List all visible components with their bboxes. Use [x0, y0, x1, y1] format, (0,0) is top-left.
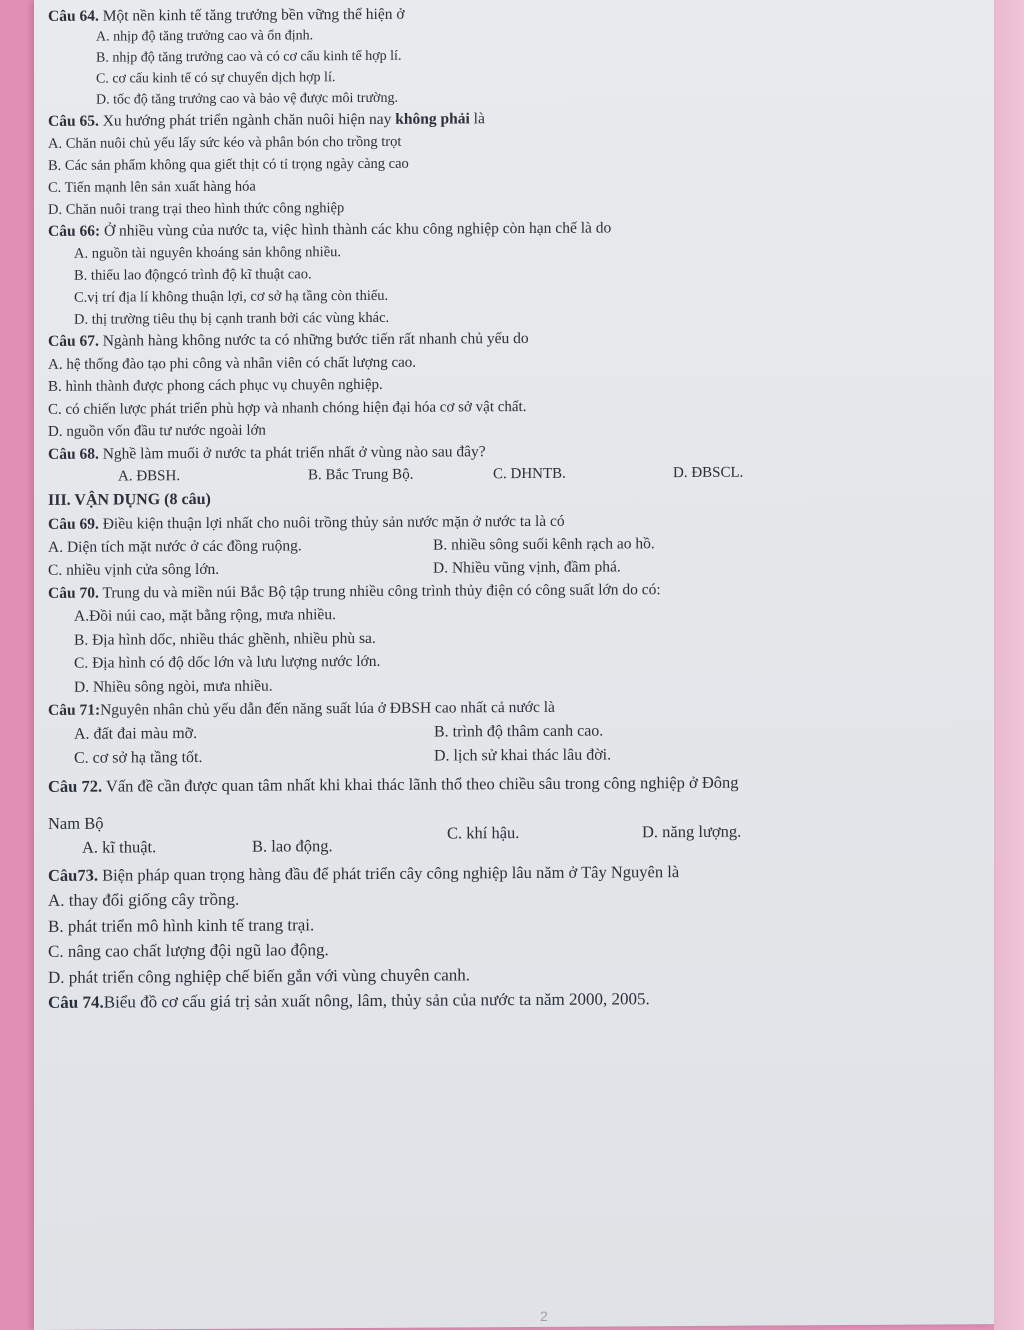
option-d: D. Nhiều vũng vịnh, đầm phá.	[433, 557, 621, 577]
option-c: C. cơ cấu kinh tế có sự chuyển dịch hợp lí.	[96, 70, 336, 87]
option-c: C. khí hậu.	[447, 823, 520, 843]
question-68	[48, 438, 978, 489]
option-a: A. Chăn nuôi chủ yếu lấy sức kéo và phân bón cho trồng trọt	[48, 133, 402, 152]
option-b: B. trình độ thâm canh cao.	[434, 722, 604, 741]
option-b: B. thiếu lao độngcó trình độ kĩ thuật cao.	[74, 266, 312, 284]
section-heading: III. VẬN DỤNG (8 câu)	[48, 490, 211, 509]
option-d: D. Chăn nuôi trang trại theo hình thức công nghiệp	[48, 200, 345, 218]
option-d: D. nguồn vốn đầu tư nước ngoài lớn	[48, 422, 266, 440]
question-73	[48, 857, 978, 990]
question-stem: Ngành hàng không nước ta có những bước tiến rất nhanh chủ yếu do	[102, 329, 529, 350]
option-b: B. Các sản phẩm không qua giết thịt có tỉ trọng ngày càng cao	[48, 155, 409, 174]
option-a: A. nhịp độ tăng trưởng cao và ổn định.	[96, 28, 314, 45]
question-71	[48, 693, 978, 771]
question-label: Câu 74.	[48, 992, 104, 1012]
option-d: D. ĐBSCL.	[673, 464, 744, 482]
question-label: Câu 64.	[48, 7, 99, 25]
option-d: D. tốc độ tăng trưởng cao và bảo vệ được môi trường.	[96, 90, 398, 108]
option-d: D. lịch sử khai thác lâu đời.	[434, 746, 612, 765]
option-c: C. có chiến lược phát triển phù hợp và nhanh chóng hiện đại hóa cơ sở vật chất.	[48, 398, 527, 418]
question-69	[48, 507, 978, 582]
question-stem: Trung du và miền núi Bắc Bộ tập trung nhiều công trình thủy điện có công suất lớn do có:	[102, 580, 661, 602]
question-label: Câu 71:	[48, 701, 101, 719]
exam-paper	[34, 0, 994, 1330]
question-stem: Biểu đồ cơ cấu giá trị sản xuất nông, lâm, thủy sản của nước ta năm 2000, 2005.	[103, 989, 650, 1012]
option-b: B. hình thành được phong cách phục vụ chuyên nghiệp.	[48, 376, 383, 395]
question-65	[48, 105, 978, 221]
option-c: C. cơ sở hạ tầng tốt.	[74, 748, 203, 767]
option-c: C. nâng cao chất lượng đội ngũ lao động.	[48, 940, 329, 961]
option-d: D. Nhiều sông ngòi, mưa nhiều.	[74, 677, 273, 696]
question-stem: Một nền kinh tế tăng trưởng bền vững thể hiện ở	[102, 5, 405, 25]
question-label: Câu 72.	[48, 776, 103, 796]
question-label: Câu73.	[48, 865, 98, 885]
option-d: D. phát triển công nghiệp chế biến gắn với vùng chuyên canh.	[48, 964, 471, 987]
question-stem: Điều kiện thuận lợi nhất cho nuôi trồng thủy sản nước mặn ở nước ta là có	[102, 512, 565, 533]
question-label: Câu 67.	[48, 332, 99, 350]
option-a: A. kĩ thuật.	[82, 837, 157, 857]
question-stem-continued: Nam Bộ	[48, 813, 104, 833]
question-stem: Vấn đề cần được quan tâm nhất khi khai thác lãnh thổ theo chiều sâu trong công nghiệp ở Đông	[105, 772, 739, 796]
question-stem: Nghề làm muối ở nước ta phát triển nhất ở vùng nào sau đây?	[102, 442, 486, 463]
question-64	[48, 0, 978, 111]
option-a: A. Diện tích mặt nước ở các đồng ruộng.	[48, 536, 302, 556]
question-66	[48, 215, 978, 331]
question-70	[48, 576, 978, 699]
option-c: C. nhiều vịnh cửa sông lớn.	[48, 560, 220, 579]
option-d: D. năng lượng.	[642, 821, 742, 842]
option-c: C. DHNTB.	[493, 465, 566, 483]
option-c: C. Tiến mạnh lên sản xuất hàng hóa	[48, 178, 256, 196]
option-c: C.vị trí địa lí không thuận lợi, cơ sở hạ tầng còn thiếu.	[74, 287, 389, 306]
option-b: B. lao động.	[252, 836, 333, 856]
question-stem: Biện pháp quan trọng hàng đầu để phát triển cây công nghiệp lâu năm ở Tây Nguyên là	[102, 861, 680, 885]
question-72	[48, 769, 978, 860]
question-label: Câu 69.	[48, 515, 99, 533]
option-d: D. thị trường tiêu thụ bị cạnh tranh bởi các vùng khác.	[74, 309, 390, 328]
option-b: B. nhịp độ tăng trưởng cao và có cơ cấu kinh tế hợp lí.	[96, 48, 402, 66]
question-stem-emphasis: không phải	[395, 110, 470, 128]
option-a: A. hệ thống đào tạo phi công và nhân viên có chất lượng cao.	[48, 354, 417, 373]
question-stem: Xu hướng phát triển ngành chăn nuôi hiện nay	[102, 110, 392, 130]
option-a: A. nguồn tài nguyên khoáng sản không nhiều.	[74, 244, 342, 262]
option-c: C. Địa hình có độ dốc lớn và lưu lượng nước lớn.	[74, 652, 381, 672]
option-b: B. nhiều sông suối kênh rạch ao hồ.	[433, 534, 655, 554]
option-b: B. Địa hình dốc, nhiều thác ghềnh, nhiều phù sa.	[74, 629, 376, 649]
option-b: B. Bắc Trung Bộ.	[308, 466, 414, 484]
option-a: A. thay đổi giống cây trồng.	[48, 889, 240, 910]
question-67	[48, 325, 978, 443]
background-pink-surface	[994, 0, 1024, 1330]
question-stem: Nguyên nhân chủ yếu dẫn đến năng suất lúa ở ĐBSH cao nhất cả nước là	[100, 698, 555, 719]
question-label: Câu 66:	[48, 222, 101, 240]
question-74	[48, 984, 978, 1015]
option-a: A. ĐBSH.	[118, 468, 181, 485]
option-b: B. phát triển mô hình kinh tế trang trại.	[48, 914, 315, 936]
question-label: Câu 65.	[48, 112, 99, 130]
option-a: A. đất đai màu mỡ.	[74, 725, 198, 743]
page-number: 2	[540, 1308, 548, 1324]
question-label: Câu 68.	[48, 445, 99, 463]
question-label: Câu 70.	[48, 584, 99, 602]
option-a: A.Đồi núi cao, mặt bằng rộng, mưa nhiều.	[74, 606, 336, 625]
exam-content	[48, 0, 978, 1015]
question-stem-end: là	[473, 110, 485, 128]
question-stem: Ở nhiều vùng của nước ta, việc hình thành các khu công nghiệp còn hạn chế là do	[103, 219, 612, 240]
